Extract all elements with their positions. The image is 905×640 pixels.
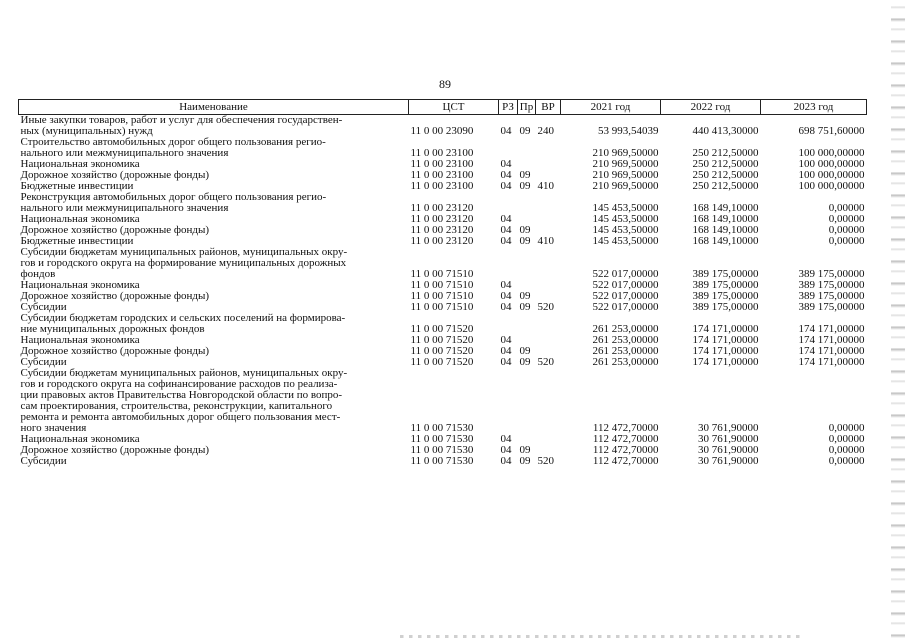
cell-2022: 174 171,00000 <box>692 335 759 346</box>
cell-vr <box>536 335 561 346</box>
header-cst: ЦСТ <box>409 100 499 115</box>
cell-cst: 11 0 00 23090 <box>410 125 474 137</box>
cell-cst: 11 0 00 71520 <box>410 335 474 346</box>
table-row <box>19 170 867 181</box>
cell-vr: 520 <box>537 302 554 313</box>
table-row <box>19 445 867 456</box>
cell-2023: 0,00000 <box>828 202 865 214</box>
cell-name: Субсидии <box>20 456 67 467</box>
page-number: 89 <box>439 77 451 91</box>
cell-vr <box>536 225 561 236</box>
table-row <box>19 280 867 291</box>
header-2023: 2023 год <box>761 100 867 115</box>
cell-2023: 174 171,00000 <box>798 335 865 346</box>
cell-name: Реконструкция автомобильных дорог общего пользования регио- нального или межмуниципального значения <box>20 192 327 214</box>
cell-name: Национальная экономика <box>20 434 140 445</box>
table-row <box>19 313 867 335</box>
cell-2023: 698 751,60000 <box>798 125 865 137</box>
cell-2023: 100 000,00000 <box>798 170 865 181</box>
cell-cst: 11 0 00 71530 <box>410 422 474 434</box>
cell-2021: 112 472,70000 <box>592 456 659 467</box>
cell-rz: 04 <box>500 291 512 302</box>
cell-pr: 09 <box>519 291 531 302</box>
cell-cst: 11 0 00 71530 <box>410 445 474 456</box>
cell-2023: 0,00000 <box>828 434 865 445</box>
cell-name: Субсидии <box>20 302 67 313</box>
cell-2023: 100 000,00000 <box>798 147 865 159</box>
cell-rz <box>499 368 518 434</box>
cell-2022: 440 413,30000 <box>692 125 759 137</box>
cell-2023: 0,00000 <box>828 445 865 456</box>
cell-2022: 250 212,50000 <box>692 181 759 192</box>
cell-2021: 145 453,50000 <box>592 236 659 247</box>
table-row <box>19 335 867 346</box>
cell-pr <box>518 247 536 280</box>
cell-pr <box>518 368 536 434</box>
table-row <box>19 137 867 159</box>
table-row <box>19 291 867 302</box>
header-vr: ВР <box>536 100 561 115</box>
cell-pr: 09 <box>519 346 531 357</box>
cell-2022: 250 212,50000 <box>692 170 759 181</box>
cell-pr: 09 <box>519 225 531 236</box>
cell-2022: 30 761,90000 <box>698 422 759 434</box>
cell-pr <box>518 434 536 445</box>
budget-table <box>18 99 867 467</box>
cell-rz <box>499 247 518 280</box>
cell-vr <box>536 280 561 291</box>
cell-name: Дорожное хозяйство (дорожные фонды) <box>20 225 210 236</box>
cell-rz: 04 <box>500 280 512 291</box>
cell-rz <box>499 192 518 214</box>
cell-cst: 11 0 00 71520 <box>410 323 474 335</box>
cell-pr <box>518 214 536 225</box>
cell-pr: 09 <box>519 357 531 368</box>
cell-2023: 100 000,00000 <box>798 159 865 170</box>
cell-2022: 389 175,00000 <box>692 291 759 302</box>
cell-vr: 240 <box>537 125 554 137</box>
table-header-row <box>19 100 867 115</box>
cell-cst: 11 0 00 71530 <box>410 434 474 445</box>
cell-cst: 11 0 00 71530 <box>410 456 474 467</box>
cell-vr <box>536 137 561 159</box>
cell-2022: 174 171,00000 <box>692 323 759 335</box>
cell-vr: 520 <box>537 456 554 467</box>
table-row <box>19 115 867 138</box>
cell-cst: 11 0 00 23100 <box>410 181 474 192</box>
cell-pr <box>518 335 536 346</box>
cell-cst: 11 0 00 23120 <box>410 225 474 236</box>
cell-2023: 0,00000 <box>828 225 865 236</box>
cell-name: Национальная экономика <box>20 214 140 225</box>
header-pr: Пр <box>518 100 536 115</box>
cell-name: Субсидии бюджетам муниципальных районов, муниципальных окру- гов и городского округа на софинансирование расходов по реализа- ции правовых актов Правительства Новгородской области по вопро- сам проектирования, строительства, реконструкции, капитального ремонта и ремонта автомобильных дорог общего пользования мест- ного значения <box>20 368 348 434</box>
cell-cst: 11 0 00 23120 <box>410 202 474 214</box>
cell-2022: 250 212,50000 <box>692 147 759 159</box>
table-row <box>19 236 867 247</box>
header-rz: РЗ <box>499 100 518 115</box>
cell-2023: 389 175,00000 <box>798 291 865 302</box>
cell-2021: 261 253,00000 <box>592 357 659 368</box>
cell-cst: 11 0 00 23120 <box>410 214 474 225</box>
cell-2021: 210 969,50000 <box>592 181 659 192</box>
cell-2021: 112 472,70000 <box>592 422 659 434</box>
cell-vr <box>536 159 561 170</box>
table-row <box>19 368 867 434</box>
cell-2021: 210 969,50000 <box>592 159 659 170</box>
cell-2021: 522 017,00000 <box>592 302 659 313</box>
cell-name: Дорожное хозяйство (дорожные фонды) <box>20 346 210 357</box>
cell-pr <box>518 192 536 214</box>
cell-2021: 112 472,70000 <box>592 445 659 456</box>
cell-rz <box>499 313 518 335</box>
cell-pr: 09 <box>519 236 531 247</box>
table-row <box>19 456 867 467</box>
cell-pr: 09 <box>519 181 531 192</box>
cell-cst: 11 0 00 23100 <box>410 159 474 170</box>
cell-2023: 0,00000 <box>828 456 865 467</box>
cell-rz: 04 <box>500 346 512 357</box>
cell-name: Национальная экономика <box>20 159 140 170</box>
cell-pr <box>518 313 536 335</box>
cell-vr <box>536 346 561 357</box>
cell-rz <box>499 137 518 159</box>
table-row <box>19 302 867 313</box>
cell-2023: 389 175,00000 <box>798 268 865 280</box>
cell-vr <box>536 313 561 335</box>
cell-2022: 30 761,90000 <box>698 445 759 456</box>
cell-rz: 04 <box>500 236 512 247</box>
cell-rz: 04 <box>500 357 512 368</box>
table-row <box>19 192 867 214</box>
cell-2022: 168 149,10000 <box>692 225 759 236</box>
cell-vr <box>536 192 561 214</box>
table-row <box>19 346 867 357</box>
cell-2022: 168 149,10000 <box>692 236 759 247</box>
cell-pr <box>518 159 536 170</box>
cell-name: Строительство автомобильных дорог общего пользования регио- нального или межмуниципального значения <box>20 137 326 159</box>
cell-cst: 11 0 00 71510 <box>410 302 474 313</box>
cell-2021: 210 969,50000 <box>592 147 659 159</box>
cell-cst: 11 0 00 71510 <box>410 291 474 302</box>
cell-cst: 11 0 00 23100 <box>410 147 474 159</box>
cell-2023: 174 171,00000 <box>798 346 865 357</box>
cell-2021: 145 453,50000 <box>592 214 659 225</box>
cell-name: Дорожное хозяйство (дорожные фонды) <box>20 291 210 302</box>
cell-name: Субсидии <box>20 357 67 368</box>
cell-2021: 261 253,00000 <box>592 346 659 357</box>
cell-2021: 522 017,00000 <box>592 280 659 291</box>
cell-2021: 53 993,54039 <box>598 125 659 137</box>
cell-rz: 04 <box>500 335 512 346</box>
cell-rz: 04 <box>500 434 512 445</box>
cell-2023: 0,00000 <box>828 236 865 247</box>
cell-2022: 389 175,00000 <box>692 302 759 313</box>
cell-cst: 11 0 00 71520 <box>410 357 474 368</box>
cell-vr: 520 <box>537 357 554 368</box>
cell-2021: 112 472,70000 <box>592 434 659 445</box>
cell-name: Дорожное хозяйство (дорожные фонды) <box>20 445 210 456</box>
cell-2022: 389 175,00000 <box>692 268 759 280</box>
scan-edge-artifact <box>891 0 905 640</box>
cell-pr <box>518 137 536 159</box>
cell-rz: 04 <box>500 225 512 236</box>
cell-name: Иные закупки товаров, работ и услуг для обеспечения государствен- ных (муниципальных) нужд <box>20 114 343 137</box>
cell-rz: 04 <box>500 159 512 170</box>
cell-cst: 11 0 00 23100 <box>410 170 474 181</box>
cell-2021: 522 017,00000 <box>592 291 659 302</box>
cell-vr <box>536 291 561 302</box>
cell-pr: 09 <box>519 170 531 181</box>
table-body <box>19 115 867 468</box>
cell-vr <box>536 434 561 445</box>
cell-2023: 100 000,00000 <box>798 181 865 192</box>
scan-bottom-artifact <box>400 635 800 638</box>
cell-name: Национальная экономика <box>20 280 140 291</box>
cell-2021: 210 969,50000 <box>592 170 659 181</box>
cell-rz: 04 <box>500 214 512 225</box>
cell-pr: 09 <box>519 445 531 456</box>
cell-rz: 04 <box>500 170 512 181</box>
cell-vr: 410 <box>537 236 554 247</box>
table-row <box>19 159 867 170</box>
cell-2022: 389 175,00000 <box>692 280 759 291</box>
table-row <box>19 181 867 192</box>
cell-vr <box>536 214 561 225</box>
cell-rz: 04 <box>500 181 512 192</box>
header-2022: 2022 год <box>661 100 761 115</box>
cell-pr: 09 <box>519 302 531 313</box>
cell-2022: 174 171,00000 <box>692 357 759 368</box>
cell-cst: 11 0 00 71520 <box>410 346 474 357</box>
table-row <box>19 434 867 445</box>
cell-2023: 389 175,00000 <box>798 302 865 313</box>
cell-name: Субсидии бюджетам муниципальных районов, муниципальных окру- гов и городского округа на формирование муниципальных дорожных фондов <box>20 247 348 280</box>
header-2021: 2021 год <box>561 100 661 115</box>
cell-2021: 522 017,00000 <box>592 268 659 280</box>
cell-pr: 09 <box>519 125 531 137</box>
cell-vr <box>536 170 561 181</box>
cell-2023: 0,00000 <box>828 422 865 434</box>
cell-name: Субсидии бюджетам городских и сельских поселений на формирова- ние муниципальных дорожных фондов <box>20 313 346 335</box>
cell-name: Дорожное хозяйство (дорожные фонды) <box>20 170 210 181</box>
cell-rz: 04 <box>500 302 512 313</box>
cell-rz: 04 <box>500 125 512 137</box>
cell-2021: 261 253,00000 <box>592 323 659 335</box>
cell-2022: 30 761,90000 <box>698 456 759 467</box>
cell-vr <box>536 368 561 434</box>
cell-2022: 174 171,00000 <box>692 346 759 357</box>
cell-vr <box>536 247 561 280</box>
cell-rz: 04 <box>500 445 512 456</box>
table-row <box>19 214 867 225</box>
cell-pr: 09 <box>519 456 531 467</box>
cell-2021: 261 253,00000 <box>592 335 659 346</box>
cell-rz: 04 <box>500 456 512 467</box>
cell-name: Бюджетные инвестиции <box>20 236 134 247</box>
cell-2023: 0,00000 <box>828 214 865 225</box>
cell-cst: 11 0 00 23120 <box>410 236 474 247</box>
cell-pr <box>518 280 536 291</box>
cell-2023: 389 175,00000 <box>798 280 865 291</box>
cell-2021: 145 453,50000 <box>592 225 659 236</box>
cell-2022: 30 761,90000 <box>698 434 759 445</box>
table-row <box>19 247 867 280</box>
cell-vr <box>536 445 561 456</box>
cell-vr: 410 <box>537 181 554 192</box>
cell-cst: 11 0 00 71510 <box>410 268 474 280</box>
table-row <box>19 225 867 236</box>
header-name: Наименование <box>19 100 409 115</box>
table-row <box>19 357 867 368</box>
cell-2021: 145 453,50000 <box>592 202 659 214</box>
cell-2023: 174 171,00000 <box>798 323 865 335</box>
cell-cst: 11 0 00 71510 <box>410 280 474 291</box>
cell-2022: 250 212,50000 <box>692 159 759 170</box>
cell-2022: 168 149,10000 <box>692 202 759 214</box>
cell-name: Национальная экономика <box>20 335 140 346</box>
cell-name: Бюджетные инвестиции <box>20 181 134 192</box>
cell-2023: 174 171,00000 <box>798 357 865 368</box>
cell-2022: 168 149,10000 <box>692 214 759 225</box>
